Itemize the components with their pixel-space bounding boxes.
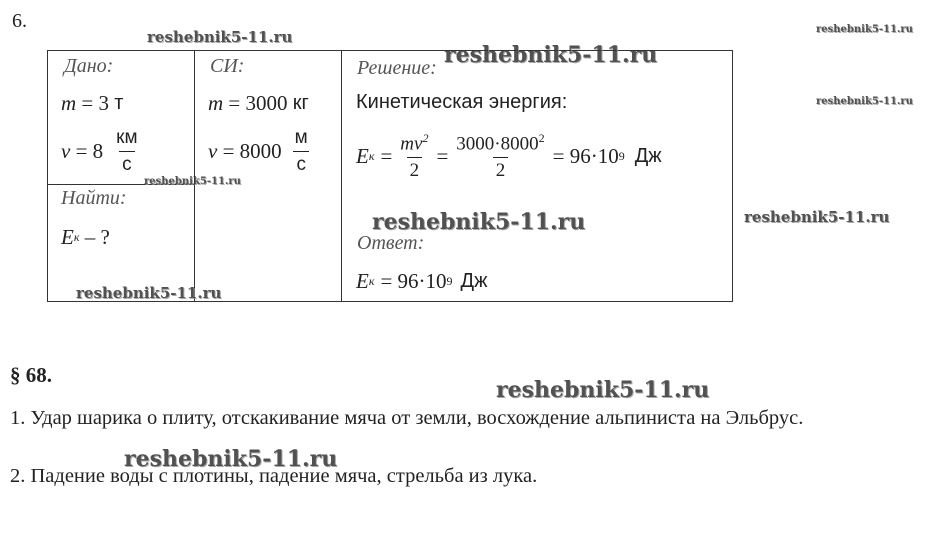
watermark: reshebnik5-11.ru	[144, 176, 241, 187]
given-velocity-unit: $\frac{км}{с}$	[116, 127, 138, 175]
fraction-mv2-over-2: $\frac{mv^2}{2}$	[400, 131, 429, 182]
watermark: reshebnik5-11.ru	[816, 96, 913, 107]
section-answer-1: 1. Удар шарика о плиту, отскакивание мяча от земли, восхождение альпиниста на Эльбрус.	[10, 407, 804, 429]
answer-header: Ответ:	[357, 232, 425, 254]
find-header: Найти:	[61, 187, 127, 209]
answer-expression: E к = 96·10 9 Дж	[356, 269, 488, 293]
watermark: reshebnik5-11.ru	[816, 24, 913, 35]
si-header: СИ:	[210, 55, 245, 77]
watermark: reshebnik5-11.ru	[744, 208, 890, 226]
given-header: Дано:	[64, 55, 114, 77]
si-mass: m = 3000 кг	[208, 91, 309, 115]
si-velocity-unit: $\frac{м}{с}$	[294, 127, 308, 175]
watermark: reshebnik5-11.ru	[372, 209, 586, 235]
column-divider-si	[341, 51, 342, 301]
solution-text: Кинетическая энергия:	[356, 91, 568, 113]
fraction-values: $\frac{3000\cdot 8000^2}{2}$	[456, 131, 545, 182]
watermark: reshebnik5-11.ru	[496, 377, 710, 403]
section-title: § 68.	[10, 363, 52, 387]
watermark: reshebnik5-11.ru	[444, 42, 658, 68]
watermark: reshebnik5-11.ru	[147, 28, 293, 46]
solution-header: Решение:	[357, 57, 437, 79]
watermark: reshebnik5-11.ru	[124, 446, 338, 472]
given-mass: m = 3 т	[61, 91, 124, 115]
problem-number: 6.	[12, 10, 27, 32]
si-velocity: v = 8000 $\frac{м}{с}$	[208, 127, 316, 176]
section-answer-2: 2. Падение воды с плотины, падение мяча, стрельба из лука.	[10, 465, 538, 487]
find-expression: E к – ?	[61, 225, 110, 249]
watermark: reshebnik5-11.ru	[76, 284, 222, 302]
kinetic-energy-formula: E к = $\frac{mv^2}{2}$ = $\frac{3000\cdot 8000^2}{2}$ = 96·10 9 Дж	[356, 131, 662, 182]
given-velocity: v = 8 $\frac{км}{с}$	[61, 127, 146, 176]
